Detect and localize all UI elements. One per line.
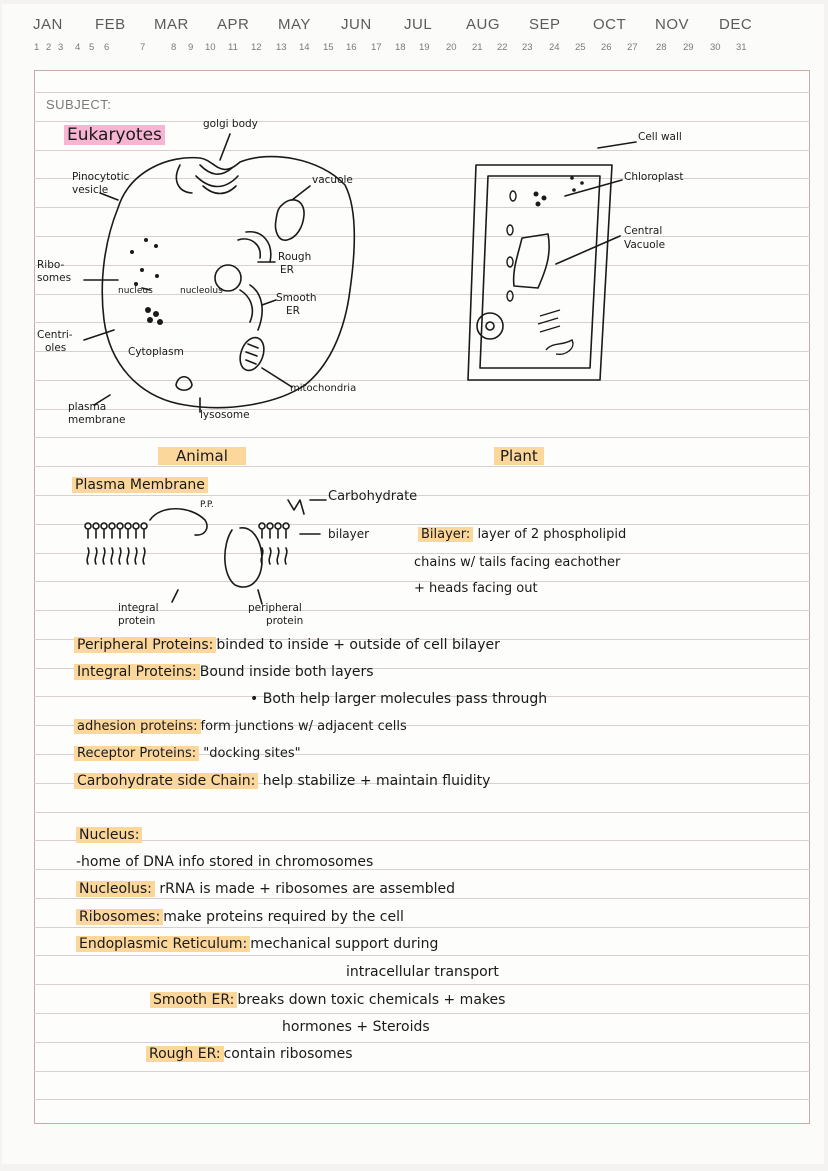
label-carbohydrate: Carbohydrate: [328, 489, 418, 504]
label-ribosomes: Ribo-: [37, 259, 65, 271]
label-pinocytotic: Pinocytotic: [72, 171, 130, 183]
label-pp: P.P.: [200, 500, 214, 510]
month-label: OCT: [593, 16, 627, 33]
membrane-drawing: [85, 500, 326, 604]
day-label: 19: [419, 42, 430, 53]
note-carbohydrate-chain: Carbohydrate side Chain: help stabilize + maintain fluidity: [74, 774, 490, 789]
note-rough-er: Rough ER: contain ribosomes: [146, 1047, 353, 1062]
day-label: 22: [497, 42, 508, 53]
central-vacuole: [514, 234, 550, 288]
label-centrioles: Centri-: [37, 329, 73, 341]
plant-nucleus: [477, 313, 503, 339]
label-golgi: golgi body: [203, 118, 258, 130]
label-chloroplast: Chloroplast: [624, 171, 684, 183]
month-label: AUG: [466, 16, 501, 33]
day-label: 23: [522, 42, 533, 53]
note-peripheral-proteins: Peripheral Proteins: binded to inside + outside of cell bilayer: [74, 638, 500, 653]
animal-cell-outline: [102, 157, 357, 408]
day-label: 15: [323, 42, 334, 53]
label-lysosome: lysosome: [200, 409, 250, 421]
day-label: 17: [371, 42, 382, 53]
month-label: JAN: [33, 16, 63, 33]
caption-animal: Animal: [158, 448, 246, 465]
label-vacuole: vacuole: [312, 174, 353, 186]
label-smooth-er: Smooth: [276, 292, 317, 304]
bilayer-definition-line3: + heads facing out: [414, 581, 538, 596]
day-label: 12: [251, 42, 262, 53]
label-peripheral-protein: peripheral: [248, 602, 302, 614]
label-cytoplasm: Cytoplasm: [128, 346, 184, 358]
month-label: MAR: [154, 16, 189, 33]
note-receptor-proteins: Receptor Proteins: "docking sites": [74, 747, 301, 761]
day-label: 2: [46, 42, 52, 53]
day-label: 5: [89, 42, 95, 53]
label-nucleolus: nucleolus: [180, 286, 223, 296]
label-integral-protein: integral: [118, 602, 159, 614]
day-label: 25: [575, 42, 586, 53]
day-label: 29: [683, 42, 694, 53]
month-label: JUL: [404, 16, 433, 33]
membrane-heading: Plasma Membrane: [72, 478, 208, 493]
day-label: 21: [472, 42, 483, 53]
bilayer-definition-line2: chains w/ tails facing eachother: [414, 555, 621, 570]
day-label: 7: [140, 42, 146, 53]
label-nucleus: nucleus: [118, 286, 153, 296]
label-plasma-membrane: plasma: [68, 401, 107, 413]
day-label: 11: [228, 42, 238, 53]
note-smooth-er-line2: hormones + Steroids: [282, 1019, 430, 1035]
day-label: 18: [395, 42, 406, 53]
note-ribosomes: Ribosomes: make proteins required by the cell: [76, 910, 404, 925]
label-central-vacuole: Vacuole: [624, 239, 666, 251]
day-label: 3: [58, 42, 64, 53]
label-plasma-membrane: membrane: [68, 414, 126, 426]
label-vesicle: vesicle: [72, 184, 109, 196]
day-label: 26: [601, 42, 612, 53]
note-integral-proteins: Integral Proteins: Bound inside both layers: [74, 665, 374, 680]
label-central-vacuole: Central: [624, 225, 663, 237]
label-integral-protein: protein: [118, 615, 156, 627]
day-label: 9: [188, 42, 194, 53]
label-peripheral-protein: protein: [266, 615, 304, 627]
label-bilayer: bilayer: [328, 527, 370, 541]
rough-er: [238, 232, 271, 262]
day-label: 30: [710, 42, 721, 53]
month-label: DEC: [719, 16, 753, 33]
note-adhesion-proteins: adhesion proteins: form junctions w/ adjacent cells: [74, 720, 407, 734]
label-rough-er: ER: [280, 264, 294, 276]
day-label: 4: [75, 42, 81, 53]
title: Eukaryotes: [64, 126, 165, 145]
smooth-er: [240, 285, 262, 330]
day-label: 13: [276, 42, 287, 53]
month-label: MAY: [278, 16, 311, 33]
caption-plant: Plant: [494, 448, 544, 465]
label-centrioles: oles: [45, 342, 67, 354]
label-ribosomes: somes: [37, 272, 72, 284]
note-smooth-er: Smooth ER: breaks down toxic chemicals + makes: [150, 993, 505, 1008]
month-label: FEB: [95, 16, 126, 33]
bilayer-definition: Bilayer: layer of 2 phospholipid: [418, 528, 626, 542]
subject-label: SUBJECT:: [46, 97, 112, 112]
day-label: 24: [549, 42, 560, 53]
month-label: NOV: [655, 16, 690, 33]
vacuole: [275, 200, 304, 240]
note-both: • Both help larger molecules pass through: [250, 691, 548, 707]
note-nucleolus: Nucleolus: rRNA is made + ribosomes are assembled: [76, 882, 455, 897]
day-label: 1: [34, 42, 40, 53]
day-label: 20: [446, 42, 457, 53]
note-er: Endoplasmic Reticulum: mechanical support during: [76, 937, 438, 952]
label-smooth-er: ER: [286, 305, 300, 317]
day-label: 31: [736, 42, 747, 53]
label-rough-er: Rough: [278, 251, 312, 263]
month-label: SEP: [529, 16, 561, 33]
day-label: 16: [346, 42, 357, 53]
month-label: APR: [217, 16, 250, 33]
label-mitochondria: mitochondria: [290, 383, 357, 394]
day-label: 28: [656, 42, 667, 53]
day-label: 6: [104, 42, 110, 53]
day-label: 14: [299, 42, 310, 53]
month-label: JUN: [341, 16, 372, 33]
day-label: 8: [171, 42, 177, 53]
note-nucleus-heading: Nucleus:: [76, 828, 142, 843]
day-label: 27: [627, 42, 638, 53]
note-nucleus-def: -home of DNA info stored in chromosomes: [76, 854, 374, 870]
note-er-line2: intracellular transport: [346, 964, 499, 980]
lysosome: [176, 377, 192, 391]
label-cell-wall: Cell wall: [638, 131, 682, 143]
day-label: 10: [205, 42, 216, 53]
